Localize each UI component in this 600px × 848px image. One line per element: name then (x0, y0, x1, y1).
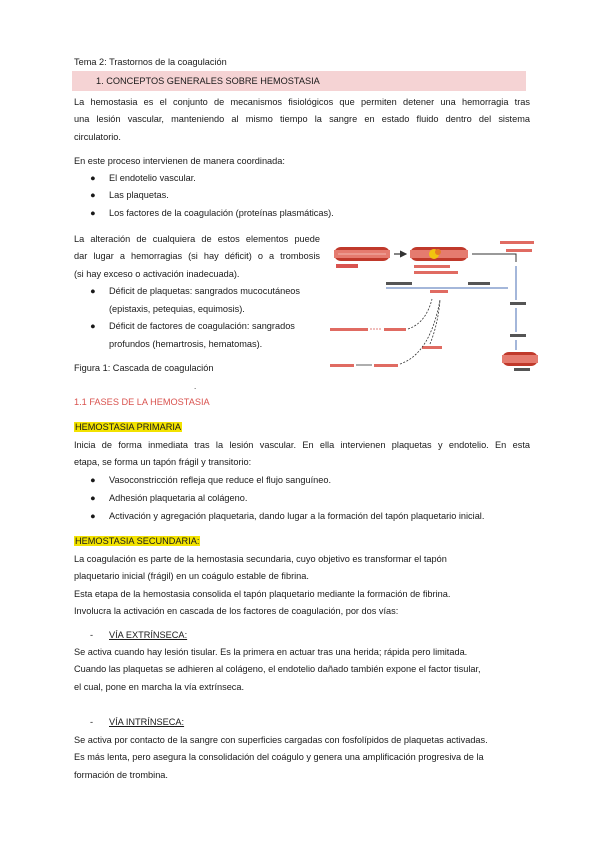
bullet-icon: ● (90, 208, 96, 218)
bullet-icon: ● (90, 511, 96, 521)
document-title: Tema 2: Trastornos de la coagulación (74, 57, 227, 67)
bullet-icon: ● (90, 493, 96, 503)
document-page: Tema 2: Trastornos de la coagulación 1. CONCEPTOS GENERALES SOBRE HEMOSTASIA La hemostasia es el conjunto de mecanismos fisiológicos que permiten detener una hemorragia tras una lesión vascular, manteniendo al mismo tiempo la sangre en estado fluido dentro del sistema circulatorio. En este proceso intervienen de manera coordinada: ● El endotelio vascular. ● Las plaquetas. ● Los factores de la coagulación (proteínas plasmáticas). La alteración de cualquiera de estos elementos puede dar lugar a hemorragias (si hay déficit) o a trombosis (si hay exceso o activación inadecuada). ● Déficit de plaquetas: sangrados mucocutáneos (epistaxis, petequias, equimosis). ● Déficit de factores de coagulación: sangrados profundos (hemartrosis, hematomas). Figura 1: Cascada de coagulación . 1.1 FASES DE LA HEMOSTASIA HEMOSTASIA PRIMARIA Inicia de forma inmediata tras la lesión vascular. En ella intervienen plaquetas y endotelio. En esta etapa, se forma un tapón frágil y transitorio: ● Vasoconstricción refleja que reduce el flujo sanguíneo. ● Adhesión plaquetaria al colágeno. ● Activación y agregación plaquetaria, dando lugar a la formación del tapón plaquetario inicial. HEMOSTASIA SECUNDARIA: La coagulación es parte de la hemostasia secundaria, cuyo objetivo es transformar el tapón plaquetario inicial (frágil) en un coágulo estable de fibrina. Esta etapa de la hemostasia consolida el tapón plaquetario mediante la formación de fibrina. Involucra la activación en cascada de los factores de coagulación, por dos vías: - VÍA EXTRÍNSECA: Se activa cuando hay lesión tisular. Es la primera en actuar tras una herida; rápida pero limitada. Cuando las plaquetas se adhieren al colágeno, el endotelio dañado también expone el factor tisular, el cual, pone en marcha la vía extrínseca. - VÍA INTRÍNSECA: Se activa por contacto de la sangre con superficies cargadas con fosfolípidos de plaquetas activadas. Es más lenta, pero asegura la consolidación del coágulo y genera una amplificación progresiva de la formación de trombina. (0, 0, 600, 848)
intrinsic-paragraph: Se activa por contacto de la sangre con superficies cargadas con fosfolípidos de plaquetas activadas. Es más lenta, pero asegura la consolidación del coágulo y genera una amplificación progresiva de la formación de trombina. (74, 735, 488, 780)
process-intro: En este proceso intervienen de manera coordinada: (74, 156, 285, 166)
bullet-icon: ● (90, 173, 96, 183)
bullet-icon: ● (90, 190, 96, 200)
secondary-heading: HEMOSTASIA SECUNDARIA: (75, 536, 200, 546)
vessel-image (334, 247, 390, 268)
dash-icon: - (90, 630, 94, 640)
bullet-icon: ● (90, 475, 96, 485)
intro-line: La hemostasia es el conjunto de mecanismos fisiológicos que permiten detener una hemorragia tras (74, 97, 530, 107)
injured-vessel-image (410, 247, 468, 274)
arrow-icon (472, 254, 516, 262)
primary-paragraph: Inicia de forma inmediata tras la lesión vascular. En ella intervienen plaquetas y endotelio. En esta etapa, se forma un tapón frágil y transitorio: (74, 440, 530, 468)
clot-vessel-image (502, 352, 538, 371)
dash-icon: - (90, 717, 94, 727)
primary-heading: HEMOSTASIA PRIMARIA (75, 422, 182, 432)
intro-line: una lesión vascular, manteniendo al mismo tiempo la sangre en estado fluido dentro del sistema (74, 114, 530, 125)
section-heading: 1. CONCEPTOS GENERALES SOBRE HEMOSTASIA (96, 76, 320, 86)
intro-line: circulatorio. (74, 131, 121, 142)
coagulation-cascade-figure (330, 236, 540, 384)
intro-paragraph (74, 94, 530, 146)
section-heading-bar (72, 71, 526, 91)
secondary-paragraph: La coagulación es parte de la hemostasia secundaria, cuyo objetivo es transformar el tapón plaquetario inicial (frágil) en un coágulo estable de fibrina. Esta etapa de la hemostasia consolida el tapón plaquetario mediante la formación de fibrina. Involucra la activación en cascada de los factores de coagulación, por dos vías: (74, 554, 451, 617)
alteration-paragraph: La alteración de cualquiera de estos elementos puede dar lugar a hemorragias (si hay déficit) o a trombosis (si hay exceso o activación inadecuada). (74, 234, 320, 279)
bullet-icon: ● (90, 286, 96, 296)
extrinsic-paragraph: Se activa cuando hay lesión tisular. Es la primera en actuar tras una herida; rápida pero limitada. Cuando las plaquetas se adhieren al colágeno, el endotelio dañado también expone el factor tisular, el cual, pone en marcha la vía extrínseca. (74, 647, 481, 692)
subsection-heading: 1.1 FASES DE LA HEMOSTASIA (74, 397, 210, 407)
bullet-icon: ● (90, 321, 96, 331)
figure-caption: Figura 1: Cascada de coagulación (74, 363, 214, 373)
stray-mark: . (194, 382, 197, 391)
